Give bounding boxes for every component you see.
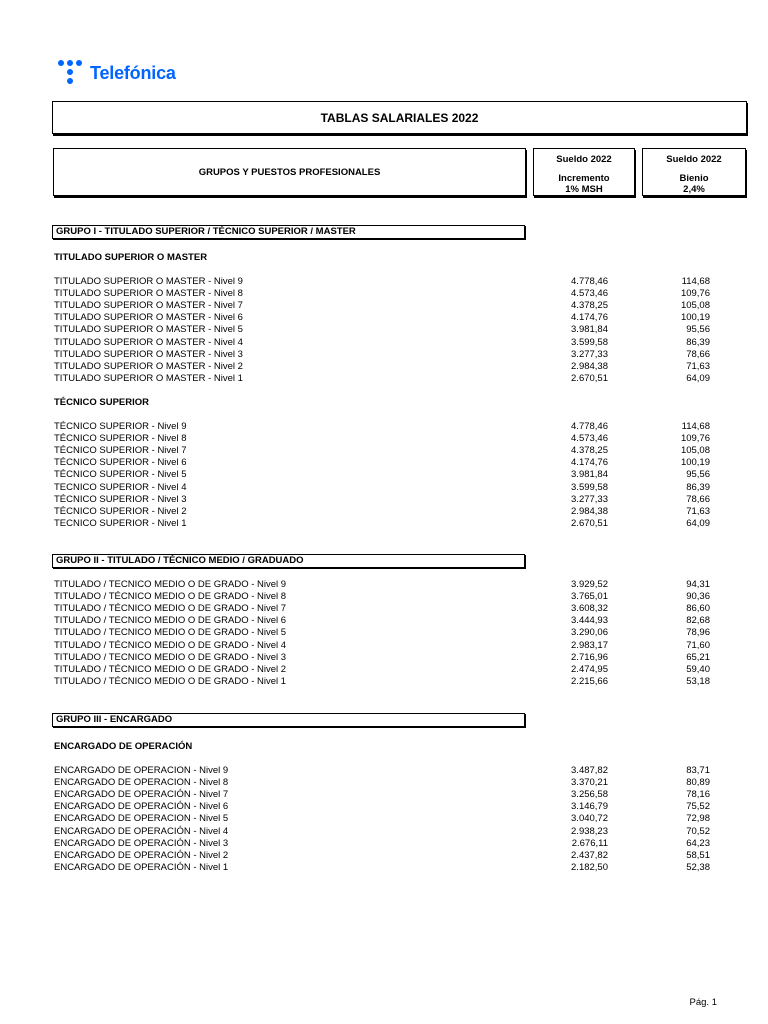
- row-bienio: 78,66: [686, 493, 710, 505]
- row-sueldo: 3.599,58: [571, 336, 608, 348]
- row-sueldo: 4.573,46: [571, 288, 608, 300]
- row-label: ENCARGADO DE OPERACIÓN - Nivel 6: [54, 801, 229, 813]
- row-bienio: 72,98: [686, 813, 710, 825]
- row-bienio: 65,21: [686, 651, 710, 663]
- table-row: [54, 469, 710, 481]
- row-label: TITULADO SUPERIOR O MASTER - Nivel 2: [54, 360, 243, 372]
- subgroup-heading: TÉCNICO SUPERIOR: [54, 397, 150, 408]
- row-sueldo: 3.487,82: [571, 765, 608, 776]
- table-row: [54, 300, 710, 312]
- row-label: ENCARGADO DE OPERACION - Nivel 8: [54, 777, 229, 789]
- row-bienio: 94,31: [686, 579, 710, 590]
- row-bienio: 114,68: [681, 276, 710, 287]
- row-bienio: 95,56: [686, 469, 710, 481]
- row-bienio: 100,19: [680, 312, 710, 324]
- row-bienio: 114,68: [681, 421, 710, 432]
- table-row: [54, 777, 710, 789]
- row-sueldo: 3.981,84: [571, 469, 608, 481]
- page-title: TABLAS SALARIALES 2022: [52, 101, 747, 134]
- row-label: TECNICO SUPERIOR - Nivel 4: [54, 481, 187, 493]
- table-row: [54, 337, 710, 349]
- row-sueldo: 2.670,51: [571, 372, 608, 384]
- row-sueldo: 3.765,01: [571, 591, 608, 603]
- row-label: TITULADO / TECNICO MEDIO O DE GRADO - Nivel 6: [54, 615, 287, 627]
- table-row: [54, 652, 710, 664]
- row-label: TÉCNICO SUPERIOR - Nivel 2: [54, 505, 187, 517]
- row-bienio: 52,38: [686, 861, 710, 873]
- group-3-heading: GRUPO III - ENCARGADO: [52, 713, 525, 727]
- row-sueldo: 4.573,46: [571, 433, 608, 445]
- row-label: TITULADO SUPERIOR O MASTER - Nivel 1: [54, 372, 243, 384]
- table-row: [54, 361, 710, 373]
- row-sueldo: 3.277,33: [571, 348, 608, 360]
- row-label: TITULADO / TÉCNICO MEDIO O DE GRADO - Nivel 1: [54, 675, 287, 687]
- row-sueldo: 3.370,21: [571, 777, 608, 789]
- row-label: TITULADO SUPERIOR O MASTER - Nivel 5: [54, 324, 243, 336]
- row-label: TÉCNICO SUPERIOR - Nivel 6: [54, 457, 187, 469]
- table-row: [54, 288, 710, 300]
- row-bienio: 109,76: [680, 288, 710, 300]
- table-row: [54, 664, 710, 676]
- row-bienio: 71,60: [686, 639, 710, 651]
- page-number: Pág. 1: [689, 997, 717, 1008]
- row-bienio: 80,89: [686, 777, 710, 789]
- telefonica-logo: [58, 58, 176, 88]
- row-label: TITULADO / TÉCNICO MEDIO O DE GRADO - Nivel 7: [54, 603, 287, 615]
- table-row: [54, 445, 710, 457]
- row-bienio: 86,60: [686, 603, 710, 615]
- telefonica-dots-icon: [58, 58, 90, 88]
- table-row: [54, 518, 710, 530]
- row-bienio: 71,63: [686, 360, 710, 372]
- row-bienio: 53,18: [686, 675, 710, 687]
- header-col-increment: [533, 148, 635, 196]
- row-label: TITULADO / TECNICO MEDIO O DE GRADO - Nivel 9: [54, 579, 287, 590]
- row-label: TÉCNICO SUPERIOR - Nivel 3: [54, 493, 187, 505]
- row-sueldo: 3.981,84: [571, 324, 608, 336]
- row-bienio: 70,52: [686, 825, 710, 837]
- table-row: [54, 494, 710, 506]
- row-bienio: 71,63: [686, 505, 710, 517]
- table-row: [54, 850, 710, 862]
- row-sueldo: 2.983,17: [571, 639, 608, 651]
- row-sueldo: 3.256,58: [571, 789, 608, 801]
- row-label: ENCARGADO DE OPERACIÓN - Nivel 1: [54, 861, 229, 873]
- brand-name: Telefónica: [90, 62, 176, 83]
- row-label: ENCARGADO DE OPERACIÓN - Nivel 3: [54, 837, 229, 849]
- row-label: TITULADO SUPERIOR O MASTER - Nivel 6: [54, 312, 243, 324]
- row-label: ENCARGADO DE OPERACION - Nivel 5: [54, 813, 229, 825]
- row-bienio: 64,09: [686, 517, 710, 529]
- row-label: TÉCNICO SUPERIOR - Nivel 5: [54, 469, 187, 481]
- row-label: TITULADO / TÉCNICO MEDIO O DE GRADO - Nivel 8: [54, 591, 287, 603]
- table-row: [54, 627, 710, 639]
- row-bienio: 78,96: [686, 627, 710, 639]
- row-bienio: 105,08: [680, 300, 710, 312]
- row-sueldo: 3.277,33: [571, 493, 608, 505]
- row-label: TITULADO SUPERIOR O MASTER - Nivel 3: [54, 348, 243, 360]
- row-label: TITULADO / TÉCNICO MEDIO O DE GRADO - Nivel 2: [54, 663, 287, 675]
- row-bienio: 83,71: [686, 765, 710, 776]
- table-row: [54, 457, 710, 469]
- row-sueldo: 2.984,38: [571, 505, 608, 517]
- table-row: [54, 838, 710, 850]
- header-col2-bottom-1: Bienio: [679, 173, 709, 184]
- row-sueldo: 2.182,50: [571, 861, 608, 873]
- row-bienio: 86,39: [686, 336, 710, 348]
- row-sueldo: 2.716,96: [571, 651, 608, 663]
- header-col1-bottom-1: Incremento: [558, 173, 610, 184]
- row-sueldo: 4.174,76: [571, 312, 608, 324]
- table-row: [54, 801, 710, 813]
- table-row: [54, 482, 710, 494]
- row-sueldo: 3.040,72: [571, 813, 608, 825]
- row-label: TECNICO SUPERIOR - Nivel 1: [54, 517, 187, 529]
- subgroup-heading: ENCARGADO DE OPERACIÓN: [54, 741, 193, 752]
- row-label: TÉCNICO SUPERIOR - Nivel 9: [54, 421, 187, 432]
- table-row: [54, 324, 710, 336]
- header-col1-bottom-2: 1% MSH: [565, 184, 603, 195]
- row-bienio: 64,09: [686, 372, 710, 384]
- group-1-heading: GRUPO I - TITULADO SUPERIOR / TÉCNICO SUPERIOR / MASTER: [52, 225, 525, 239]
- row-sueldo: 4.378,25: [571, 445, 608, 457]
- row-sueldo: 4.174,76: [571, 457, 608, 469]
- row-bienio: 78,16: [686, 789, 710, 801]
- table-row: [54, 506, 710, 518]
- row-bienio: 75,52: [686, 801, 710, 813]
- row-bienio: 78,66: [686, 348, 710, 360]
- row-label: ENCARGADO DE OPERACION - Nivel 9: [54, 765, 229, 776]
- table-row: [54, 765, 710, 777]
- row-bienio: 100,19: [680, 457, 710, 469]
- row-bienio: 58,51: [686, 849, 710, 861]
- row-sueldo: 2.215,66: [571, 675, 608, 687]
- header-col1-top: Sueldo 2022: [556, 154, 612, 165]
- row-sueldo: 2.676,11: [571, 837, 608, 849]
- row-bienio: 109,76: [680, 433, 710, 445]
- header-groups: [53, 148, 526, 196]
- row-sueldo: 3.608,32: [571, 603, 608, 615]
- row-sueldo: 3.444,93: [571, 615, 608, 627]
- row-label: TITULADO / TECNICO MEDIO O DE GRADO - Nivel 5: [54, 627, 287, 639]
- table-row: [54, 276, 710, 288]
- table-row: [54, 676, 710, 688]
- table-row: [54, 373, 710, 385]
- table-row: [54, 789, 710, 801]
- table-row: [54, 591, 710, 603]
- table-row: [54, 862, 710, 874]
- row-sueldo: 2.984,38: [571, 360, 608, 372]
- row-sueldo: 4.378,25: [571, 300, 608, 312]
- table-row: [54, 615, 710, 627]
- row-sueldo: 4.778,46: [571, 421, 608, 432]
- row-label: ENCARGADO DE OPERACIÓN - Nivel 7: [54, 789, 229, 801]
- row-bienio: 82,68: [686, 615, 710, 627]
- table-row: [54, 826, 710, 838]
- header-col2-bottom-2: 2,4%: [683, 184, 705, 195]
- table-row: [54, 312, 710, 324]
- table-row: [54, 813, 710, 825]
- row-sueldo: 3.929,52: [571, 579, 608, 590]
- table-row: [54, 640, 710, 652]
- row-sueldo: 3.146,79: [571, 801, 608, 813]
- row-sueldo: 2.670,51: [571, 517, 608, 529]
- row-bienio: 95,56: [686, 324, 710, 336]
- row-label: TITULADO SUPERIOR O MASTER - Nivel 9: [54, 276, 243, 287]
- row-sueldo: 4.778,46: [571, 276, 608, 287]
- table-row: [54, 603, 710, 615]
- row-label: TITULADO / TÉCNICO MEDIO O DE GRADO - Nivel 4: [54, 639, 287, 651]
- row-label: TITULADO SUPERIOR O MASTER - Nivel 7: [54, 300, 243, 312]
- row-bienio: 105,08: [680, 445, 710, 457]
- row-label: TITULADO SUPERIOR O MASTER - Nivel 8: [54, 288, 243, 300]
- row-sueldo: 3.290,06: [571, 627, 608, 639]
- header-col2-top: Sueldo 2022: [666, 154, 722, 165]
- subgroup-heading: TITULADO SUPERIOR O MASTER: [54, 252, 208, 263]
- row-bienio: 90,36: [686, 591, 710, 603]
- row-sueldo: 2.474,95: [571, 663, 608, 675]
- row-bienio: 59,40: [686, 663, 710, 675]
- row-label: ENCARGADO DE OPERACIÓN - Nivel 2: [54, 849, 229, 861]
- row-label: TÉCNICO SUPERIOR - Nivel 8: [54, 433, 187, 445]
- table-row: [54, 421, 710, 433]
- table-row: [54, 579, 710, 591]
- row-bienio: 86,39: [686, 481, 710, 493]
- table-row: [54, 433, 710, 445]
- row-bienio: 64,23: [686, 837, 710, 849]
- row-label: ENCARGADO DE OPERACIÓN - Nivel 4: [54, 825, 229, 837]
- header-col-bienio: [642, 148, 746, 196]
- row-label: TITULADO / TECNICO MEDIO O DE GRADO - Nivel 3: [54, 651, 287, 663]
- row-sueldo: 3.599,58: [571, 481, 608, 493]
- row-label: TÉCNICO SUPERIOR - Nivel 7: [54, 445, 187, 457]
- row-sueldo: 2.938,23: [571, 825, 608, 837]
- row-label: TITULADO SUPERIOR O MASTER - Nivel 4: [54, 336, 243, 348]
- table-row: [54, 349, 710, 361]
- group-2-heading: GRUPO II - TITULADO / TÉCNICO MEDIO / GRADUADO: [52, 554, 525, 568]
- row-sueldo: 2.437,82: [571, 849, 608, 861]
- header-groups-label: GRUPOS Y PUESTOS PROFESIONALES: [198, 166, 381, 178]
